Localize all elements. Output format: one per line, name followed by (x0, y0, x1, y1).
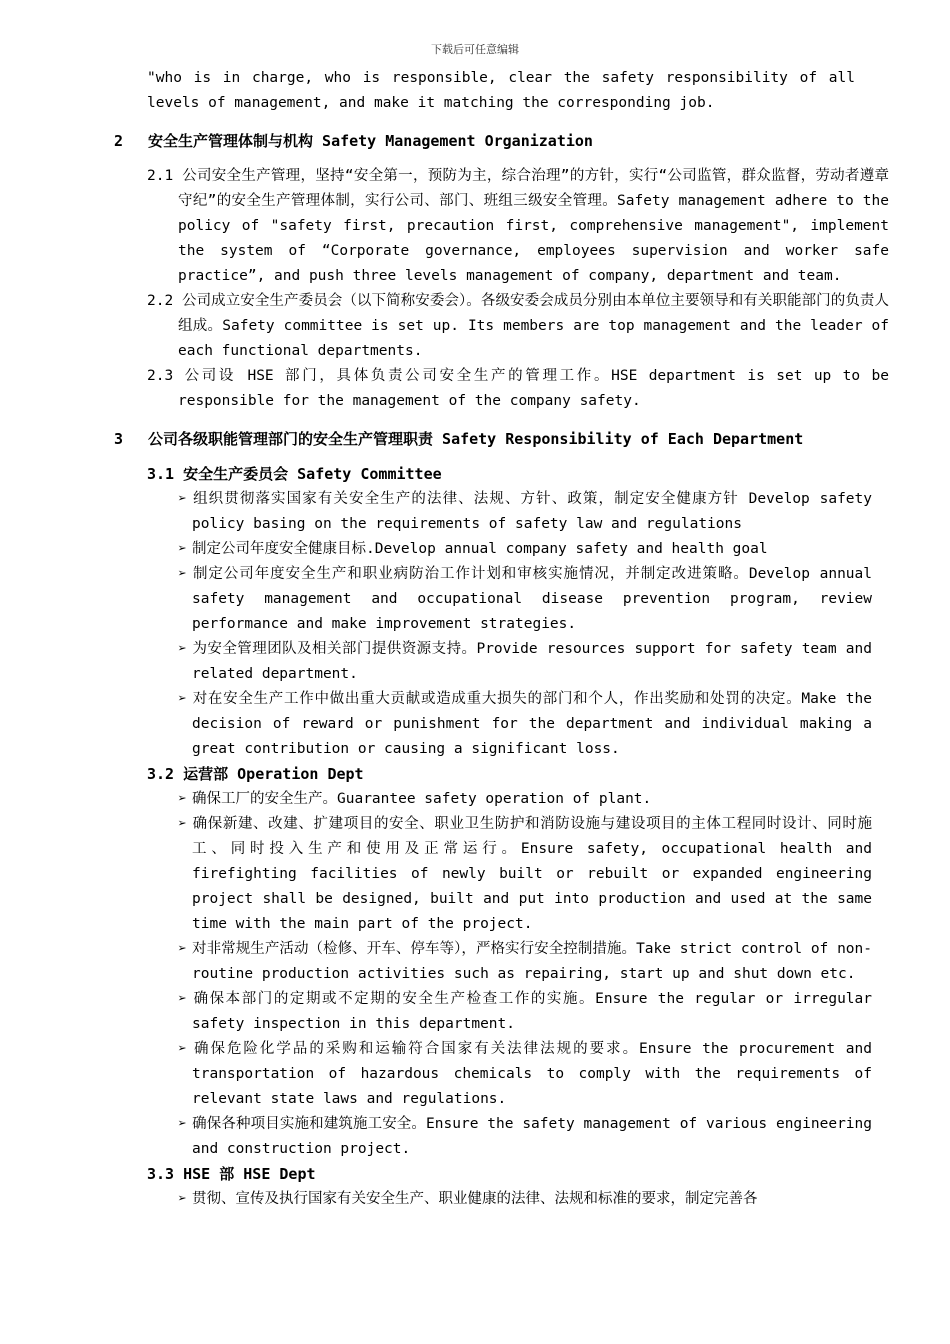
list-item-text: 确保危险化学品的采购和运输符合国家有关法律法规的要求。Ensure the procurement and transportation of hazardous chemicals to comply with the requirements of relevant state laws and regulations. (192, 1041, 872, 1107)
section-number: 2 (114, 132, 124, 150)
list-item (178, 1187, 872, 1212)
list-item-text: 为安全管理团队及相关部门提供资源支持。Provide resources support for safety team and related department. (192, 641, 872, 682)
list-item-text: 组织贯彻落实国家有关安全生产的法律、法规、方针、政策，制定安全健康方针 Develop safety policy basing on the requirements of safety law and regulations (192, 491, 872, 532)
section-number: 3 (114, 430, 124, 448)
section-title: 安全生产管理体制与机构 Safety Management Organization (148, 132, 593, 150)
clause-2-3: 2.3 公司设 HSE 部门，具体负责公司安全生产的管理工作。HSE department is set up to be responsible for the management of the company safety. (147, 368, 889, 409)
arrow-bullet-icon: ➢ (178, 1041, 187, 1057)
arrow-bullet-icon: ➢ (178, 691, 187, 707)
list-item (178, 637, 872, 687)
clause-2-1: 2.1 公司安全生产管理，坚持“安全第一，预防为主，综合治理”的方针，实行“公司监管，群众监督，劳动者遵章守纪”的安全生产管理体制，实行公司、部门、班组三级安全管理。Safety management adhere to the policy of "safety first, precaution first, comprehensive management", implement the system of “Corporate governance, employees supervision and worker safe practice”, and push three levels management of company, department and team. (147, 168, 889, 284)
arrow-bullet-icon: ➢ (178, 1116, 187, 1132)
list-item (178, 487, 872, 537)
list-item (178, 1037, 872, 1112)
subsection-3-3-heading: 3.3 HSE 部 HSE Dept (147, 1165, 316, 1183)
list-item-text: 对非常规生产活动（检修、开车、停车等），严格实行安全控制措施。Take strict control of non-routine production activities such as repairing, start up and shut down etc. (192, 941, 872, 982)
list-item-text: 确保各种项目实施和建筑施工安全。Ensure the safety management of various engineering and construction project. (192, 1116, 872, 1157)
list-item (178, 987, 872, 1037)
clause-2-2: 2.2 公司成立安全生产委员会（以下简称安委会）。各级安委会成员分别由本单位主要领导和有关职能部门的负责人组成。Safety committee is set up. Its members are top management and the leader of each functional departments. (147, 293, 889, 359)
subsection-3-2-heading: 3.2 运营部 Operation Dept (147, 765, 364, 783)
arrow-bullet-icon: ➢ (178, 816, 187, 832)
list-item (178, 562, 872, 637)
section-3-heading (114, 427, 874, 452)
list-item (178, 787, 872, 812)
section-title: 公司各级职能管理部门的安全生产管理职责 Safety Responsibility of Each Department (148, 430, 804, 448)
arrow-bullet-icon: ➢ (178, 791, 187, 807)
list-item (178, 812, 872, 937)
list-item-text: 确保工厂的安全生产。Guarantee safety operation of plant. (192, 791, 652, 807)
list-item-text: 对在安全生产工作中做出重大贡献或造成重大损失的部门和个人，作出奖励和处罚的决定。Make the decision of reward or punishment for the department and individual making a great contribution or causing a significant loss. (192, 691, 872, 757)
list-item (178, 537, 872, 562)
arrow-bullet-icon: ➢ (178, 991, 187, 1007)
list-item-text: 贯彻、宣传及执行国家有关安全生产、职业健康的法律、法规和标准的要求，制定完善各 (192, 1191, 758, 1207)
list-item (178, 687, 872, 762)
list-item-text: 确保新建、改建、扩建项目的安全、职业卫生防护和消防设施与建设项目的主体工程同时设计、同时施工、同时投入生产和使用及正常运行。Ensure safety, occupational health and firefighting facilities of newly built or rebuilt or expanded engineering project shall be designed, built and put into production and used at the same time with the main part of the project. (192, 816, 872, 932)
arrow-bullet-icon: ➢ (178, 491, 187, 507)
arrow-bullet-icon: ➢ (178, 566, 187, 582)
arrow-bullet-icon: ➢ (178, 1191, 187, 1207)
list-item-text: 制定公司年度安全健康目标.Develop annual company safety and health goal (192, 541, 768, 557)
intro-paragraph: "who is in charge, who is responsible, clear the safety responsibility of all levels of management, and make it matching the corresponding job. (147, 70, 855, 111)
arrow-bullet-icon: ➢ (178, 641, 187, 657)
page-header-note: 下载后可任意编辑 (431, 43, 519, 56)
list-item (178, 1112, 872, 1162)
document-body (0, 66, 950, 1212)
arrow-bullet-icon: ➢ (178, 541, 187, 557)
arrow-bullet-icon: ➢ (178, 941, 187, 957)
section-2-heading (114, 129, 874, 154)
list-item (178, 937, 872, 987)
list-item-text: 确保本部门的定期或不定期的安全生产检查工作的实施。Ensure the regular or irregular safety inspection in this department. (192, 991, 872, 1032)
list-item-text: 制定公司年度安全生产和职业病防治工作计划和审核实施情况，并制定改进策略。Develop annual safety management and occupational disease prevention program, review performance and make improvement strategies. (192, 566, 872, 632)
subsection-3-1-heading: 3.1 安全生产委员会 Safety Committee (147, 465, 442, 483)
